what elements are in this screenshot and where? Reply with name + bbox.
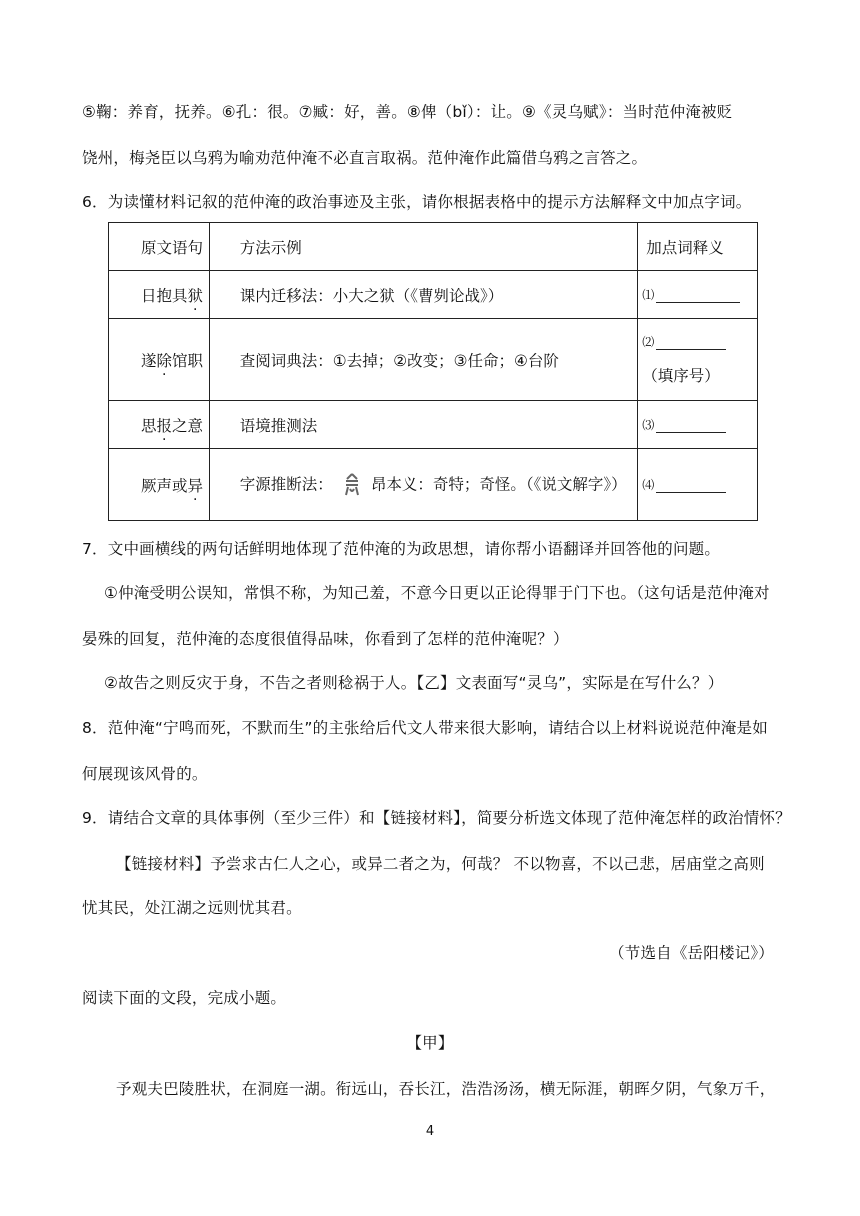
- question-6: 6．为读懂材料记叙的范仲淹的政治事迹及主张，请你根据表格中的提示方法解释文中加点字词。: [82, 193, 752, 211]
- answer-cell: ⑴: [638, 271, 758, 319]
- answer-cell: ⑷: [638, 449, 758, 521]
- table-row: [109, 449, 758, 521]
- answer-blank[interactable]: [656, 288, 740, 303]
- link-material-cont: 忧其民，处江湖之远则忧其君。: [82, 899, 302, 917]
- method-table: [108, 222, 758, 521]
- source-sentence: 思报之意: [109, 401, 210, 449]
- question-7: 7．文中画横线的两句话鲜明地体现了范仲淹的为政思想，请你帮小语翻译并回答他的问题。: [82, 540, 721, 558]
- link-material: 【链接材料】予尝求古仁人之心，或异二者之为，何哉？ 不以物喜，不以己悲，居庙堂之高则: [116, 855, 765, 873]
- dotted-char: 异: [187, 476, 204, 495]
- answer-cell: ⑶: [638, 401, 758, 449]
- table-row: [109, 271, 758, 319]
- source-citation: （节选自《岳阳楼记》）: [609, 944, 774, 962]
- source-sentence: 厥声或异: [109, 449, 210, 521]
- answer-blank[interactable]: [656, 335, 726, 350]
- header-source-sentence: 原文语句: [109, 223, 210, 271]
- table-row: [109, 401, 758, 449]
- dotted-char: 狱: [187, 286, 204, 305]
- footnote-line-1: ⑤鞠：养育，抚养。⑥孔：很。⑦臧：好，善。⑧俾（bǐ）：让。⑨《灵乌赋》：当时范仲淹被贬: [82, 103, 733, 121]
- question-7-item-1: ①仲淹受明公误知，常惧不称，为知己羞，不意今日更以正论得罪于门下也。（这句话是范仲淹对: [104, 584, 770, 602]
- passage-line: 予观夫巴陵胜状，在洞庭一湖。衔远山，吞长江，浩浩汤汤，横无际涯，朝晖夕阴，气象万千，: [116, 1080, 776, 1098]
- header-method-example: 方法示例: [209, 223, 637, 271]
- table-row: [109, 319, 758, 401]
- section-heading-jia: 【甲】: [406, 1034, 454, 1052]
- dotted-char: 除: [156, 351, 173, 370]
- dotted-char: 报: [156, 416, 173, 435]
- source-sentence: 日抱具狱: [109, 271, 210, 319]
- question-8-cont: 何展现该风骨的。: [82, 765, 208, 783]
- method-example: 语境推测法: [209, 401, 637, 449]
- answer-blank[interactable]: [656, 418, 726, 433]
- ancient-character-icon: [341, 471, 363, 499]
- footnote-line-2: 饶州，梅尧臣以乌鸦为喻劝范仲淹不必直言取祸。范仲淹作此篇借乌鸦之言答之。: [82, 149, 648, 167]
- question-9: 9．请结合文章的具体事例（至少三件）和【链接材料】，简要分析选文体现了范仲淹怎样的政治情怀？: [82, 809, 791, 827]
- fill-number-note: （填序号）: [642, 367, 720, 385]
- question-8: 8．范仲淹“宁鸣而死，不默而生”的主张给后代文人带来很大影响，请结合以上材料说说范仲淹是如: [82, 719, 768, 737]
- header-meaning: 加点词释义: [638, 223, 758, 271]
- method-example: 字源推断法： 昂本义：奇特；奇怪。（《说文解字》）: [209, 449, 637, 521]
- table-header-row: [109, 223, 758, 271]
- answer-blank[interactable]: [656, 478, 726, 493]
- question-7-item-2: ②故告之则反灾于身，不告之者则稔祸于人。【乙】文表面写“灵乌”，实际是在写什么？）: [104, 674, 724, 692]
- source-sentence: 遂除馆职: [109, 319, 210, 401]
- method-example: 课内迁移法：小大之狱（《曹刿论战》）: [209, 271, 637, 319]
- reading-instruction: 阅读下面的文段，完成小题。: [82, 989, 287, 1007]
- method-example: 查阅词典法：①去掉；②改变；③任命；④台阶: [209, 319, 637, 401]
- page-number: 4: [425, 1124, 435, 1139]
- question-7-item-1-cont: 晏殊的回复，范仲淹的态度很值得品味，你看到了怎样的范仲淹呢？）: [82, 630, 569, 648]
- answer-cell: ⑵ （填序号）: [638, 319, 758, 401]
